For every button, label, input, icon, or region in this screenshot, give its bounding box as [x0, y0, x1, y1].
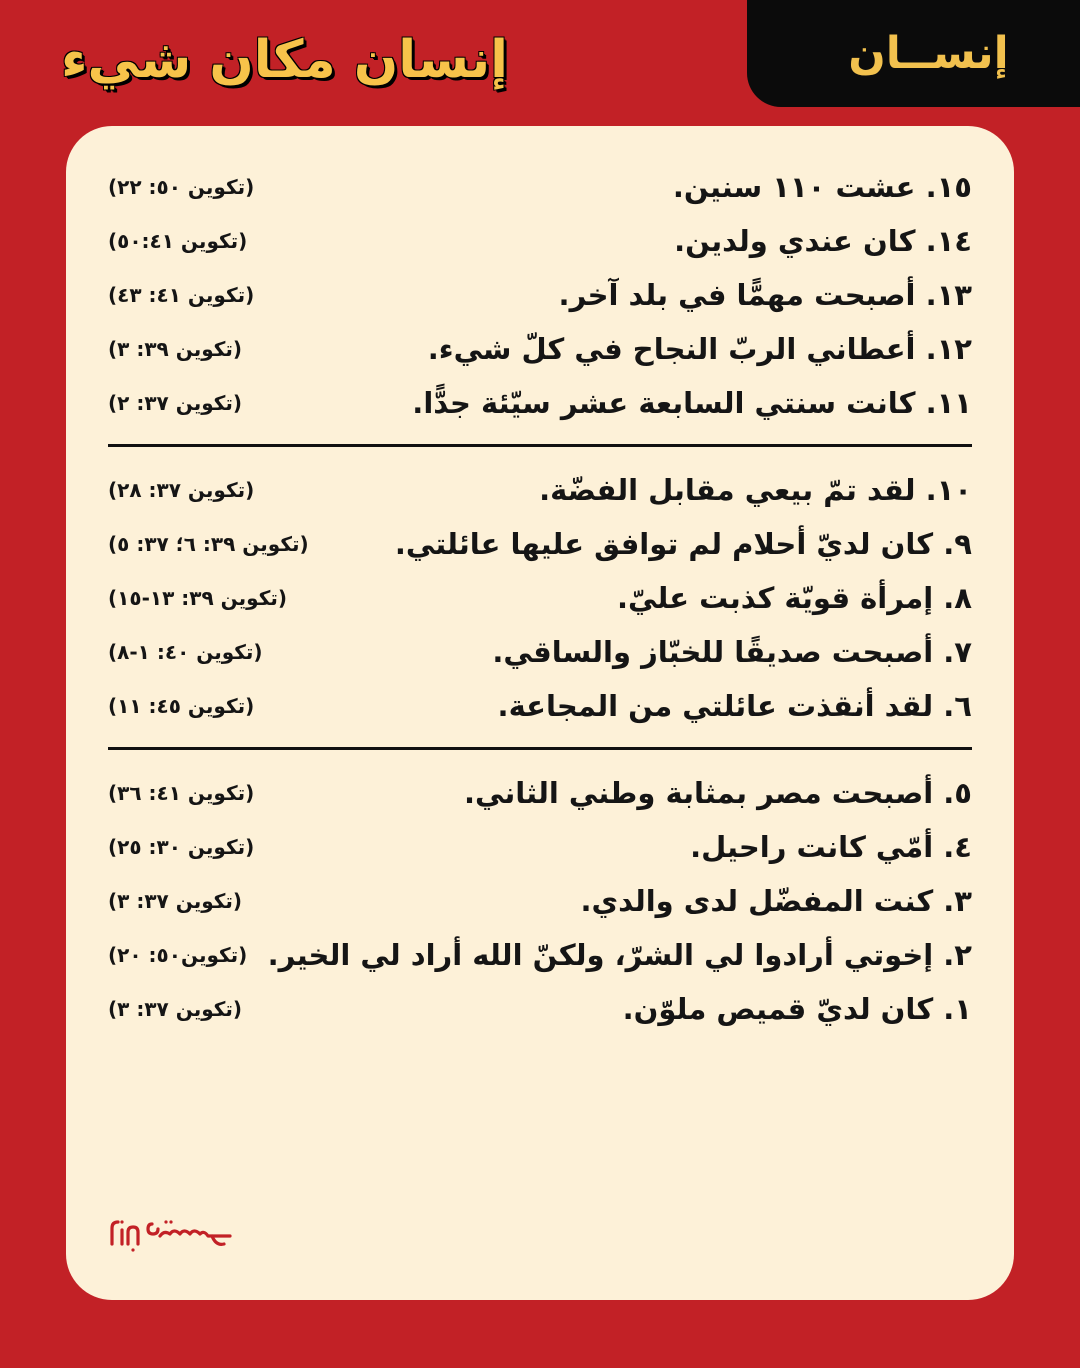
clue-text: ١٤. كان عندي ولدين.: [674, 224, 972, 258]
clue-text: ٦. لقد أنقذت عائلتي من المجاعة.: [497, 689, 972, 723]
clue-text: ٧. أصبحت صديقًا للخبّاز والساقي.: [492, 635, 972, 669]
clue-text: ١٠. لقد تمّ بيعي مقابل الفضّة.: [539, 473, 972, 507]
list-item: [108, 766, 972, 820]
clue-reference: (تكوين ٣٩: ١٣-١٥): [108, 586, 287, 610]
list-item: [108, 625, 972, 679]
list-item: [108, 322, 972, 376]
clue-reference: (تكوين ٣٧: ٢): [108, 391, 243, 415]
list-item: [108, 517, 972, 571]
clue-reference: (تكوين ٣٧: ٢٨): [108, 478, 255, 502]
clue-group-2: [108, 463, 972, 733]
clue-text: ١٥. عشت ١١٠ سنين.: [672, 170, 972, 204]
list-item: [108, 874, 972, 928]
clue-text: ٥. أصبحت مصر بمثابة وطني الثاني.: [463, 776, 972, 810]
list-item: [108, 463, 972, 517]
clue-reference: (تكوين ٣٧: ٣): [108, 997, 243, 1021]
category-tab: [747, 0, 1080, 107]
clue-text: ٨. إمرأة قويّة كذبت عليّ.: [617, 581, 972, 615]
list-item: [108, 679, 972, 733]
clue-reference: (تكوين ٣٩: ٣): [108, 337, 243, 361]
clue-reference: (تكوين ٣٩: ٦؛ ٣٧: ٥): [108, 532, 309, 556]
clue-reference: (تكوين ٤٥: ١١): [108, 694, 255, 718]
clue-text: ٣. كنت المفضّل لدى والدي.: [580, 884, 972, 918]
group-divider: [108, 747, 972, 750]
clue-text: ٩. كان لديّ أحلام لم توافق عليها عائلتي.: [394, 527, 972, 561]
list-item: [108, 571, 972, 625]
list-item: [108, 928, 972, 982]
clue-text: ١٢. أعطاني الربّ النجاح في كلّ شيء.: [427, 332, 972, 366]
clue-reference: (تكوين ٥٠:٤١): [108, 229, 248, 253]
clue-reference: (تكوين ٤١: ٤٣): [108, 283, 255, 307]
list-item: [108, 982, 972, 1036]
list-item: [108, 376, 972, 430]
clue-reference: (تكوين ٣٧: ٣): [108, 889, 243, 913]
list-item: [108, 820, 972, 874]
clue-reference: (تكوين ٥٠: ٢٢): [108, 175, 255, 199]
clue-text: ٢. إخوتي أرادوا لي الشرّ، ولكنّ الله أراد لي الخير.: [267, 938, 972, 972]
clue-reference: (تكوين ٣٠: ٢٥): [108, 835, 255, 859]
list-item: [108, 160, 972, 214]
group-divider: [108, 444, 972, 447]
clue-text: ١. كان لديّ قميص ملوّن.: [622, 992, 972, 1026]
category-tab-label: إنســان: [848, 28, 1009, 79]
brand-logo-icon: [108, 1214, 238, 1256]
clues-card: [66, 126, 1014, 1300]
clue-text: ١١. كانت سنتي السابعة عشر سيّئة جدًّا.: [412, 386, 972, 420]
clue-reference: (تكوين ٤٠: ١-٨): [108, 640, 263, 664]
clue-text: ٤. أمّي كانت راحيل.: [690, 830, 972, 864]
clue-text: ١٣. أصبحت مهمًّا في بلد آخر.: [558, 278, 972, 312]
list-item: [108, 214, 972, 268]
page-title: إنسان مكان شيء: [60, 30, 508, 90]
list-item: [108, 268, 972, 322]
clues-list: [108, 160, 972, 1036]
clue-group-1: [108, 160, 972, 430]
clue-reference: (تكوين ٤١: ٣٦): [108, 781, 255, 805]
brand-logo-mark-icon: [108, 1214, 238, 1256]
clue-reference: (تكوين٥٠: ٢٠): [108, 943, 248, 967]
clue-group-3: [108, 766, 972, 1036]
